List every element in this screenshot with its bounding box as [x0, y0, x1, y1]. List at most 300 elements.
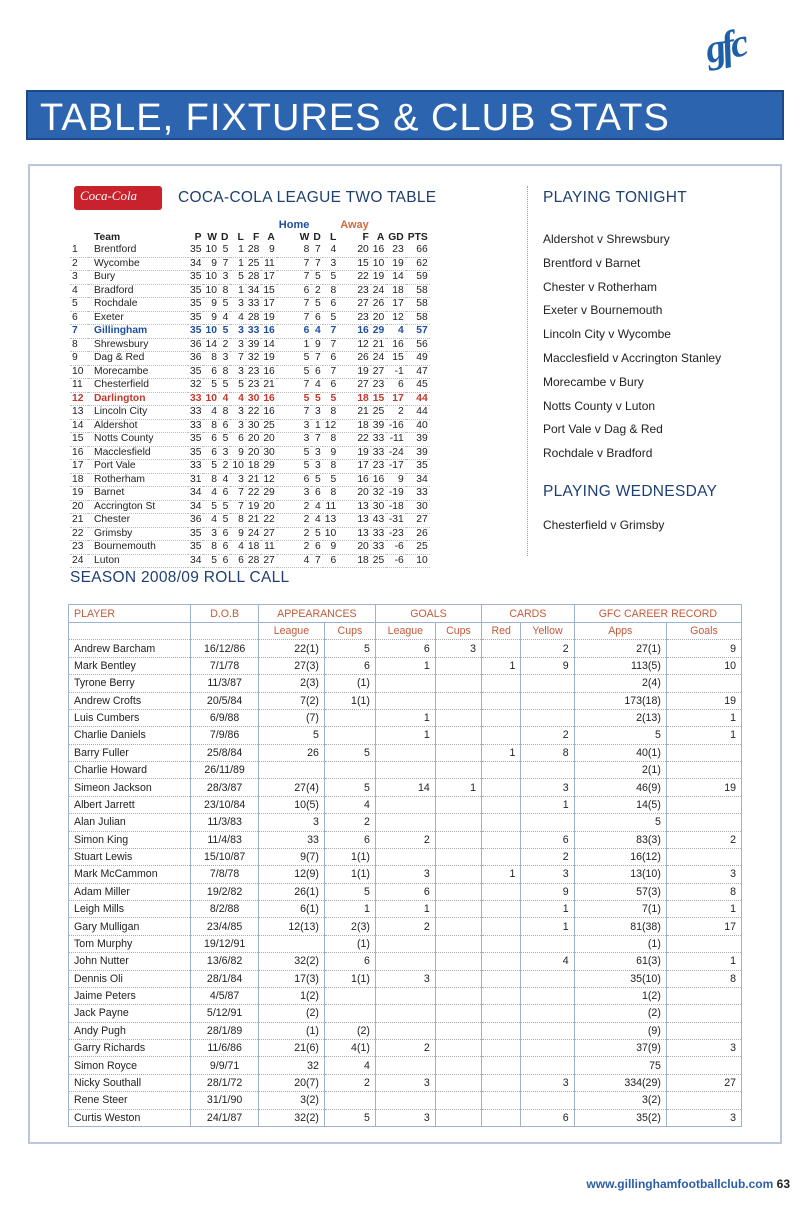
league-cell: 18	[338, 392, 371, 406]
league-cell: 5	[323, 311, 338, 325]
roll-cell	[521, 987, 574, 1004]
roll-cell: 5	[574, 814, 666, 831]
league-cell: 2	[219, 460, 230, 474]
league-cell: 16	[338, 473, 371, 487]
roll-cell: 2	[666, 831, 741, 848]
league-row	[70, 460, 430, 474]
league-row	[70, 419, 430, 433]
roll-cell: 27	[666, 1074, 741, 1091]
roll-cell	[435, 814, 481, 831]
roll-cell: (2)	[324, 1022, 375, 1039]
roll-cell: 2	[324, 1074, 375, 1091]
roll-cell: 24/1/87	[191, 1109, 259, 1127]
roll-cell	[435, 744, 481, 761]
league-cell: 2	[277, 500, 312, 514]
roll-cell: 33	[258, 831, 324, 848]
league-cell: 27	[263, 554, 275, 566]
player-name: Tyrone Berry	[69, 675, 191, 692]
league-cell: 4	[323, 244, 338, 257]
league-cell: 21	[263, 379, 275, 390]
league-cell: 5	[277, 392, 312, 406]
league-cell: 22	[70, 527, 88, 541]
roll-cell	[482, 1005, 521, 1022]
league-cell: 8	[219, 406, 230, 420]
league-cell: -11	[386, 433, 405, 447]
league-cell: 33	[406, 487, 430, 501]
league-cell: 1	[311, 419, 322, 433]
page-number: 63	[776, 1177, 790, 1191]
league-group-header-row	[70, 219, 430, 232]
roll-row	[69, 935, 742, 952]
league-cell: 6	[230, 554, 245, 568]
roll-row	[69, 657, 742, 674]
column-divider	[527, 186, 528, 556]
league-cell: 22	[247, 406, 260, 417]
roll-cell	[435, 692, 481, 709]
league-cell: 5	[230, 379, 245, 393]
roll-cell: 13/6/82	[191, 953, 259, 970]
team-name: Barnet	[88, 487, 188, 501]
roll-cell: 3	[375, 1074, 435, 1091]
league-cell: 40	[406, 419, 430, 433]
league-cell: 39	[406, 433, 430, 447]
league-cell: 5	[277, 460, 312, 474]
league-row	[70, 392, 430, 406]
roll-cell: 1	[666, 727, 741, 744]
league-cell: 13	[338, 500, 371, 514]
league-cell: 4	[70, 284, 88, 298]
roll-cell: 1	[666, 709, 741, 726]
league-cell: 18	[70, 473, 88, 487]
roll-cell: 16/12/86	[191, 640, 259, 657]
roll-cell: (2)	[258, 1005, 324, 1022]
roll-group-header: GFC CAREER RECORD	[574, 605, 741, 623]
roll-cell	[435, 883, 481, 900]
roll-cell: 8/2/88	[191, 901, 259, 918]
league-cell: 20	[247, 446, 260, 458]
league-cell: 4	[311, 325, 322, 339]
league-cell: 4	[219, 392, 230, 406]
league-col-header: F	[253, 231, 260, 243]
roll-cell	[521, 1092, 574, 1109]
league-cell: 4	[386, 325, 405, 339]
league-cell: 19	[338, 446, 371, 460]
roll-cell: 2	[375, 1040, 435, 1057]
league-cell: 3	[311, 460, 322, 474]
league-cell: -1	[386, 365, 405, 379]
league-header-cell	[371, 219, 386, 232]
league-cell: 33	[372, 527, 385, 539]
league-cell: 12	[324, 419, 337, 431]
roll-cell: 37(9)	[574, 1040, 666, 1057]
roll-cell: 2	[521, 727, 574, 744]
league-cell: 18	[247, 460, 260, 471]
league-cell: 30	[247, 419, 260, 431]
roll-cell: 13(10)	[574, 866, 666, 883]
league-cell: 6	[386, 379, 405, 393]
roll-cell	[482, 1022, 521, 1039]
league-cell: 4	[203, 487, 218, 501]
league-cell: 1	[277, 338, 312, 352]
roll-cell	[482, 883, 521, 900]
league-cell: 8	[323, 406, 338, 420]
league-cell: 8	[70, 338, 88, 352]
league-cell: 4	[203, 514, 218, 528]
league-cell: 5	[230, 271, 245, 285]
roll-cell: 35(10)	[574, 970, 666, 987]
roll-cell	[666, 848, 741, 865]
league-cell: 5	[219, 379, 230, 393]
roll-cell: 11/3/87	[191, 675, 259, 692]
player-name: Albert Jarrett	[69, 796, 191, 813]
league-cell: 33	[190, 460, 202, 471]
league-cell: -17	[386, 460, 405, 474]
league-cell: 6	[203, 446, 218, 460]
league-cell: 11	[70, 379, 88, 393]
roll-cell: 26(1)	[258, 883, 324, 900]
league-cell: 59	[406, 271, 430, 285]
team-name: Bournemouth	[88, 541, 188, 555]
league-cell: 20	[338, 487, 371, 501]
league-cell: 7	[219, 257, 230, 271]
team-name: Darlington	[88, 392, 188, 406]
roll-cell: 7(1)	[574, 901, 666, 918]
league-cell: 24	[372, 284, 385, 296]
league-row	[70, 257, 430, 271]
league-cell: 6	[230, 433, 245, 447]
roll-cell	[666, 1092, 741, 1109]
league-cell: 7	[311, 257, 322, 271]
league-cell: 21	[372, 338, 385, 350]
league-cell: 5	[203, 460, 218, 474]
roll-cell	[482, 727, 521, 744]
roll-row	[69, 675, 742, 692]
roll-cell	[324, 762, 375, 779]
league-col-header: GD	[388, 231, 404, 243]
roll-cell: 28/1/89	[191, 1022, 259, 1039]
league-cell: -23	[386, 527, 405, 541]
league-cell: 6	[277, 473, 312, 487]
league-cell: 34	[190, 500, 202, 512]
roll-cell	[435, 866, 481, 883]
league-header-cell	[311, 219, 322, 232]
league-cell: 21	[247, 514, 260, 525]
roll-cell	[521, 814, 574, 831]
league-cell: 5	[203, 554, 218, 568]
roll-cell	[482, 935, 521, 952]
roll-cell: 9	[521, 883, 574, 900]
league-row	[70, 541, 430, 555]
roll-cell	[375, 1022, 435, 1039]
roll-cell	[324, 1005, 375, 1022]
page-title: TABLE, FIXTURES & CLUB STATS	[40, 97, 670, 139]
roll-sub-header: Goals	[666, 623, 741, 640]
roll-row	[69, 866, 742, 883]
roll-cell: 2(3)	[258, 675, 324, 692]
league-cell: 5	[219, 325, 230, 339]
league-cell: 31	[190, 473, 202, 485]
roll-cell: 4(1)	[324, 1040, 375, 1057]
roll-cell	[435, 1109, 481, 1127]
roll-cell: 20/5/84	[191, 692, 259, 709]
roll-cell: 1	[521, 918, 574, 935]
league-cell: 8	[219, 284, 230, 298]
roll-cell	[435, 953, 481, 970]
league-cell: 5	[219, 298, 230, 312]
league-cell: 8	[230, 514, 245, 528]
player-name: Jaime Peters	[69, 987, 191, 1004]
league-cell: 9	[230, 446, 245, 460]
home-header: Home	[278, 219, 310, 231]
league-cell: 6	[311, 487, 322, 501]
roll-cell	[375, 987, 435, 1004]
away-header: Away	[340, 219, 369, 231]
roll-cell: 9(7)	[258, 848, 324, 865]
roll-cell	[375, 796, 435, 813]
league-cell: 30	[263, 446, 275, 458]
player-name: Adam Miller	[69, 883, 191, 900]
roll-cell: 1	[666, 901, 741, 918]
league-cell: 15	[263, 284, 275, 296]
league-cell: -18	[386, 500, 405, 514]
league-cell: 58	[406, 311, 430, 325]
team-name: Brentford	[88, 244, 188, 257]
league-cell: 39	[247, 338, 260, 350]
league-cell: 4	[203, 406, 218, 420]
league-col-header: A	[267, 231, 275, 243]
roll-cell: 2	[375, 831, 435, 848]
gfc-logo: gfc	[700, 19, 749, 72]
roll-cell: 4/5/87	[191, 987, 259, 1004]
roll-row	[69, 1040, 742, 1057]
league-cell: 16	[263, 392, 275, 404]
roll-cell: 7(2)	[258, 692, 324, 709]
roll-cell: 3	[521, 1074, 574, 1091]
roll-cell: 21(6)	[258, 1040, 324, 1057]
league-cell: 17	[386, 298, 405, 312]
league-cell: 30	[372, 500, 385, 512]
roll-cell: (1)	[324, 935, 375, 952]
league-cell: 8	[219, 365, 230, 379]
roll-row	[69, 831, 742, 848]
roll-row	[69, 970, 742, 987]
league-cell: 13	[338, 514, 371, 528]
league-cell: 28	[247, 271, 260, 282]
player-name: Mark McCammon	[69, 866, 191, 883]
league-cell: 3	[230, 473, 245, 487]
roll-row	[69, 692, 742, 709]
league-cell: 1	[230, 244, 245, 257]
league-col-header: D	[313, 231, 321, 243]
roll-cell: 3	[375, 866, 435, 883]
roll-cell: 40(1)	[574, 744, 666, 761]
league-header-row	[70, 232, 430, 245]
roll-cell	[435, 762, 481, 779]
roll-cell: 26	[258, 744, 324, 761]
league-cell: 2	[386, 406, 405, 420]
roll-cell	[435, 1074, 481, 1091]
league-col-header: D	[220, 231, 229, 243]
league-cell: 11	[323, 500, 338, 514]
league-cell: 39	[372, 419, 385, 431]
league-cell: 36	[190, 338, 202, 350]
league-cell: 5	[323, 271, 338, 285]
roll-cell: 6	[521, 831, 574, 848]
league-cell: 7	[277, 379, 312, 393]
roll-cell: 3(2)	[258, 1092, 324, 1109]
roll-cell	[482, 901, 521, 918]
roll-cell: 1(2)	[574, 987, 666, 1004]
roll-cell	[521, 692, 574, 709]
league-cell: 33	[372, 541, 385, 552]
league-table-title: COCA-COLA LEAGUE TWO TABLE	[178, 189, 437, 206]
league-cell: 33	[190, 419, 202, 431]
roll-cell: 3	[521, 866, 574, 883]
league-cell: 3	[203, 527, 218, 541]
league-cell: 35	[190, 284, 202, 296]
league-cell: 3	[230, 298, 245, 312]
league-cell: 6	[70, 311, 88, 325]
roll-cell	[375, 935, 435, 952]
team-name: Notts County	[88, 433, 188, 447]
roll-call-title: SEASON 2008/09 ROLL CALL	[70, 569, 290, 586]
roll-cell: 4	[324, 796, 375, 813]
roll-sub-header	[191, 623, 259, 640]
player-name: Tom Murphy	[69, 935, 191, 952]
roll-cell: 2	[324, 814, 375, 831]
roll-cell: 1	[482, 744, 521, 761]
league-cell: 6	[219, 487, 230, 501]
roll-row	[69, 762, 742, 779]
league-cell: 43	[372, 514, 385, 525]
roll-cell: 7/8/78	[191, 866, 259, 883]
roll-cell: 12(13)	[258, 918, 324, 935]
league-cell: 9	[70, 352, 88, 366]
league-header-cell	[406, 219, 430, 232]
league-cell: 35	[190, 298, 202, 309]
league-cell: 5	[70, 298, 88, 312]
league-table	[70, 219, 430, 568]
roll-row	[69, 1092, 742, 1109]
roll-cell	[375, 814, 435, 831]
league-cell: 7	[277, 298, 312, 312]
roll-call-table	[68, 604, 742, 1127]
playing-tonight-title: PLAYING TONIGHT	[543, 189, 688, 206]
roll-cell	[435, 918, 481, 935]
league-cell: 28	[247, 244, 260, 255]
roll-cell: 14	[375, 779, 435, 796]
league-cell: 1	[230, 284, 245, 298]
league-cell: 10	[372, 257, 385, 269]
league-row	[70, 527, 430, 541]
league-cell: 16	[338, 325, 371, 339]
league-cell: 15	[70, 433, 88, 447]
league-header-cell	[203, 219, 218, 232]
roll-cell: 5/12/91	[191, 1005, 259, 1022]
league-row	[70, 554, 430, 568]
footer	[586, 1177, 790, 1191]
roll-cell: 61(3)	[574, 953, 666, 970]
roll-cell	[435, 901, 481, 918]
league-cell: 27	[338, 379, 371, 393]
roll-cell: 15/10/87	[191, 848, 259, 865]
league-cell: 4	[311, 500, 322, 514]
league-cell: 34	[190, 554, 202, 566]
roll-cell: 173(18)	[574, 692, 666, 709]
roll-cell: 27(4)	[258, 779, 324, 796]
league-cell: 5	[203, 500, 218, 514]
league-cell: 3	[230, 338, 245, 352]
roll-row	[69, 709, 742, 726]
league-cell: 23	[386, 244, 405, 257]
roll-cell: 4	[324, 1057, 375, 1074]
league-cell: 17	[263, 271, 275, 282]
title-banner	[26, 90, 784, 140]
league-cell: 17	[70, 460, 88, 474]
league-cell: 4	[230, 541, 245, 555]
league-cell: 17	[386, 392, 405, 406]
roll-cell	[482, 640, 521, 657]
player-name: Charlie Howard	[69, 762, 191, 779]
footer-url[interactable]: www.gillinghamfootballclub.com	[586, 1177, 774, 1191]
roll-cell: 22(1)	[258, 640, 324, 657]
roll-row	[69, 727, 742, 744]
league-cell: 35	[190, 365, 202, 377]
league-row	[70, 271, 430, 285]
roll-cell: (9)	[574, 1022, 666, 1039]
league-cell: 23	[70, 541, 88, 555]
league-cell: 8	[277, 244, 312, 257]
league-cell: 27	[372, 365, 385, 377]
league-cell: 6	[219, 527, 230, 541]
league-cell: 35	[190, 311, 202, 323]
league-cell: 7	[277, 271, 312, 285]
roll-cell	[375, 692, 435, 709]
roll-cell: 1	[521, 796, 574, 813]
league-row	[70, 284, 430, 298]
league-cell: 3	[219, 271, 230, 285]
roll-cell	[482, 796, 521, 813]
league-cell: 27	[338, 298, 371, 312]
league-col-header: A	[376, 231, 385, 243]
roll-cell: 5	[324, 883, 375, 900]
roll-cell	[375, 848, 435, 865]
roll-cell: 1(1)	[324, 848, 375, 865]
roll-group-header: GOALS	[375, 605, 481, 623]
roll-cell	[482, 987, 521, 1004]
roll-sub-header: Red	[482, 623, 521, 640]
player-name: Simon Royce	[69, 1057, 191, 1074]
roll-cell: 2	[521, 848, 574, 865]
player-name: Nicky Southall	[69, 1074, 191, 1091]
roll-cell: 2	[375, 918, 435, 935]
league-cell: 18	[247, 541, 260, 552]
league-cell: 44	[406, 406, 430, 420]
league-cell: 66	[406, 244, 430, 257]
roll-cell: 3(2)	[574, 1092, 666, 1109]
roll-cell: 3	[375, 1109, 435, 1127]
league-cell: 20	[70, 500, 88, 514]
player-name: Simon King	[69, 831, 191, 848]
player-name: Curtis Weston	[69, 1109, 191, 1127]
roll-sub-header	[69, 623, 191, 640]
roll-cell: 75	[574, 1057, 666, 1074]
player-name: Garry Richards	[69, 1040, 191, 1057]
roll-cell	[666, 935, 741, 952]
league-cell: 3	[311, 446, 322, 460]
league-cell: 19	[338, 365, 371, 379]
roll-group-header: CARDS	[482, 605, 575, 623]
